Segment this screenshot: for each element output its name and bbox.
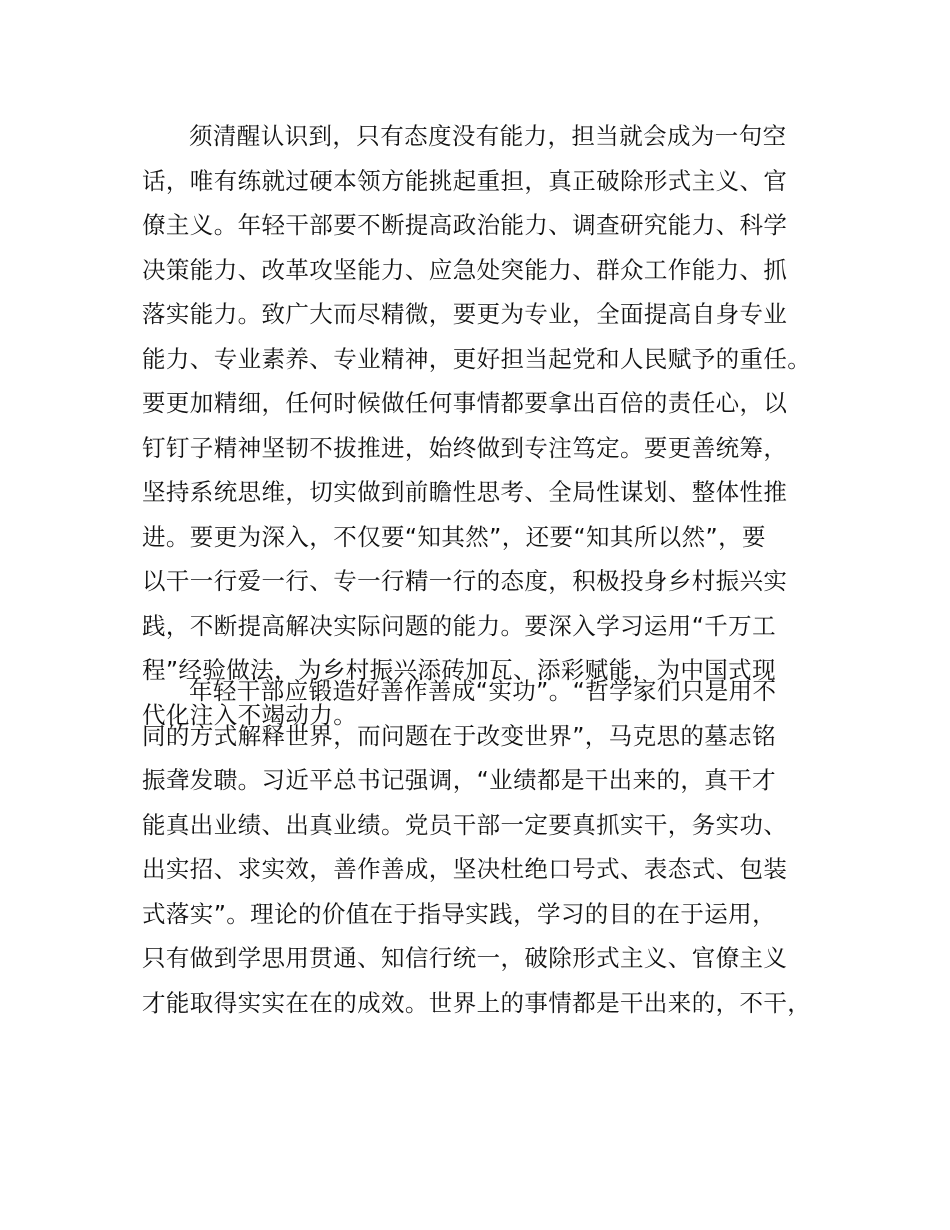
- text-line: 落实能力。致广大而尽精微，要更为专业，全面提高自身专业: [142, 300, 788, 328]
- text-line: 振聋发聩。习近平总书记强调，“业绩都是干出来的，真干才: [142, 766, 776, 794]
- text-line: 须清醒认识到，只有态度没有能力，担当就会成为一句空: [189, 122, 787, 150]
- text-line: 以干一行爱一行、专一行精一行的态度，积极投身乡村振兴实: [142, 567, 788, 595]
- text-line: 式落实”。理论的价值在于指导实践，学习的目的在于运用，: [142, 899, 776, 928]
- text-line: 僚主义。年轻干部要不断提高政治能力、调查研究能力、科学: [142, 211, 788, 239]
- text-line: 年轻干部应锻造好善作善成“实功”。“哲学家们只是用不: [189, 677, 777, 705]
- text-line: 只有做到学思用贯通、知信行统一，破除形式主义、官僚主义: [142, 944, 788, 972]
- text-line: 决策能力、改革攻坚能力、应急处突能力、群众工作能力、抓: [142, 255, 788, 284]
- text-line: 同的方式解释世界，而问题在于改变世界”，马克思的墓志铭: [142, 721, 776, 750]
- text-line: 出实招、求实效，善作善成，坚决杜绝口号式、表态式、包装: [142, 855, 788, 883]
- text-line: 能真出业绩、出真业绩。党员干部一定要真抓实干，务实功、: [142, 810, 788, 839]
- paragraph-2: [142, 669, 822, 1025]
- text-line: 钉钉子精神坚韧不拔推进，始终做到专注笃定。要更善统筹，: [142, 433, 788, 462]
- paragraph-1: [142, 114, 822, 737]
- text-line: 坚持系统思维，切实做到前瞻性思考、全局性谋划、整体性推: [142, 478, 788, 506]
- text-line: 能力、专业素养、专业精神，更好担当起党和人民赋予的重任。: [142, 344, 812, 373]
- text-line: 践，不断提高解决实际问题的能力。要深入学习运用“千万工: [142, 611, 776, 640]
- text-line: 要更加精细，任何时候做任何事情都要拿出百倍的责任心，以: [142, 389, 788, 417]
- text-line: 代化注入不竭动力。: [142, 700, 358, 729]
- text-line: 程”经验做法，为乡村振兴添砖加瓦、添彩赋能，为中国式现: [142, 656, 776, 684]
- text-line: 话，唯有练就过硬本领方能挑起重担，真正破除形式主义、官: [142, 166, 788, 195]
- text-line: 才能取得实实在在的成效。世界上的事情都是干出来的，不干，: [142, 988, 812, 1017]
- text-line: 进。要更为深入，不仅要“知其然”，还要“知其所以然”，要: [142, 522, 766, 551]
